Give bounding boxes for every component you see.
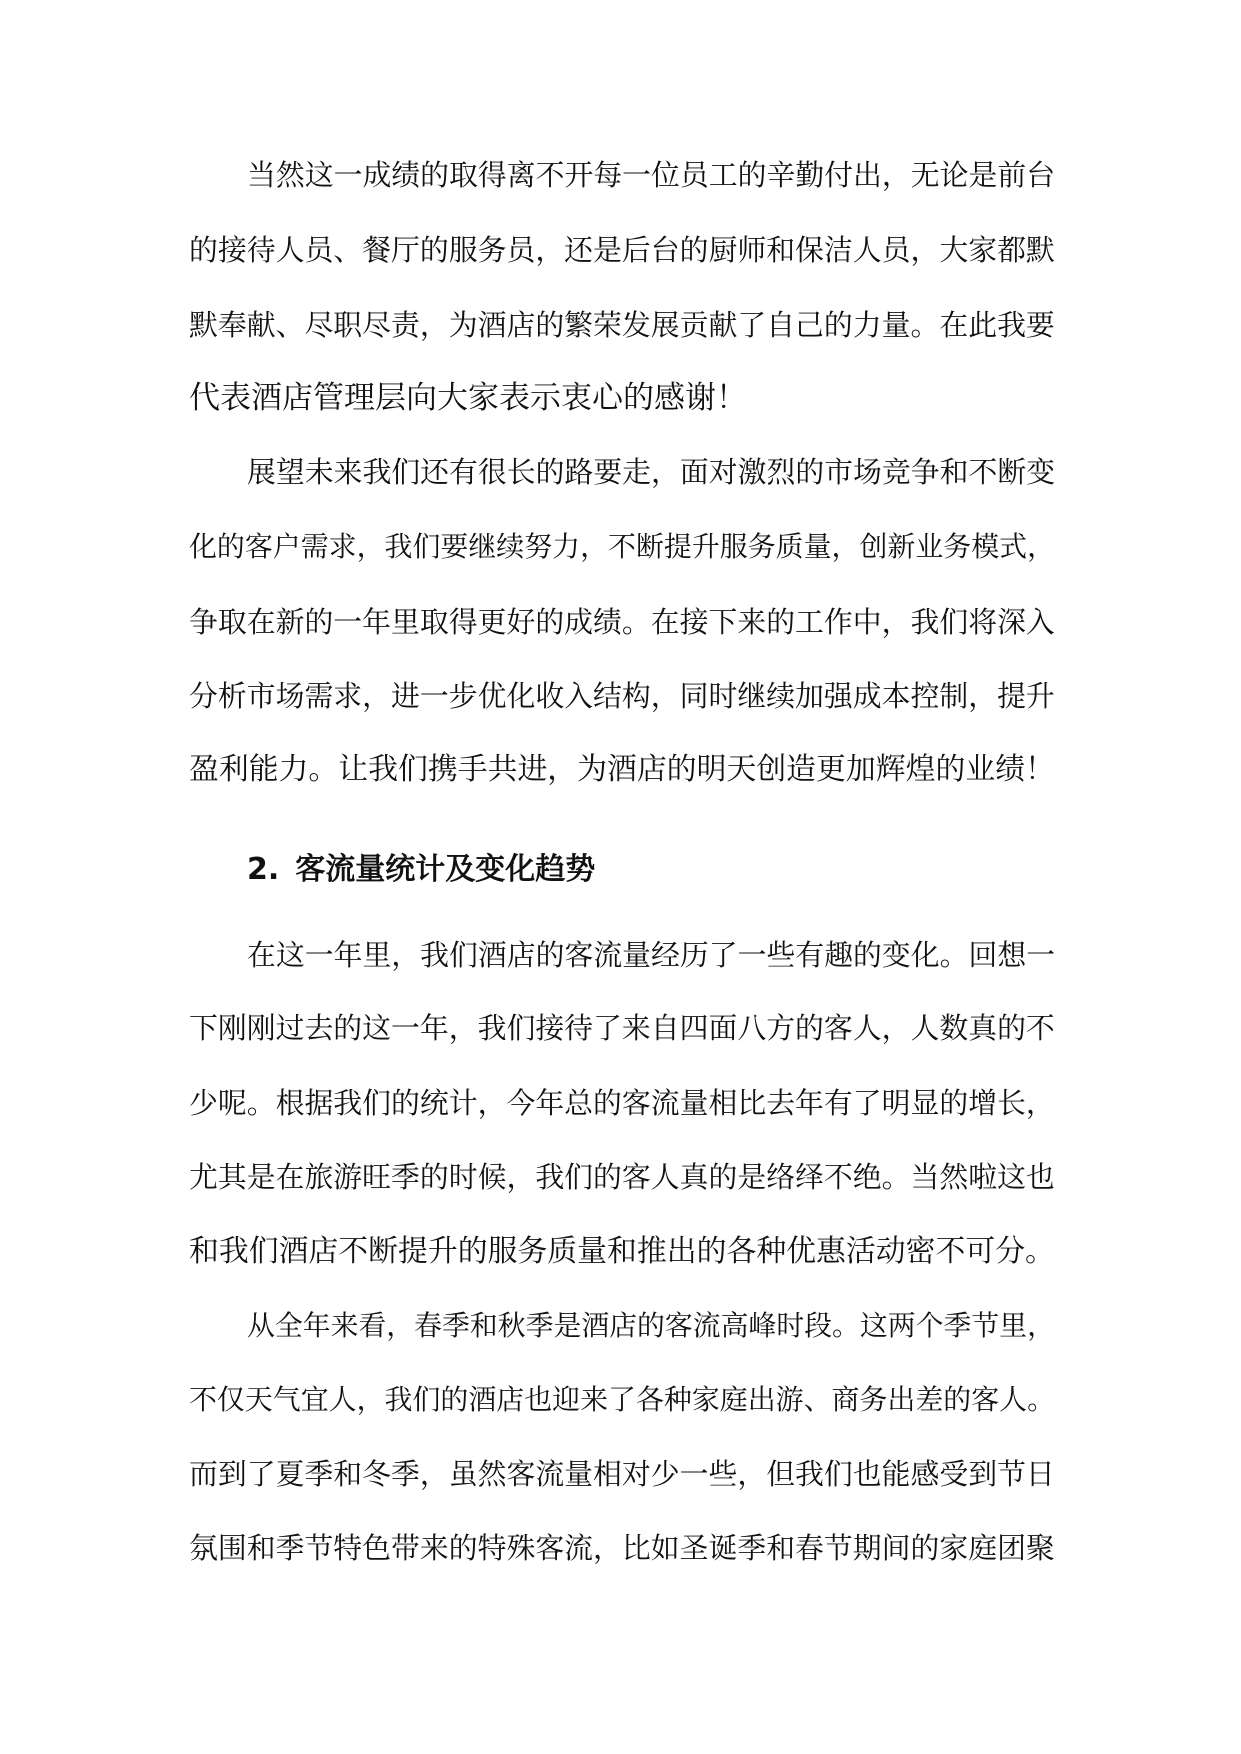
paragraph-3-line: 下刚刚过去的这一年，我们接待了来自四面八方的客人，人数真的不	[189, 1011, 1055, 1045]
paragraph-2-line: 争取在新的一年里取得更好的成绩。在接下来的工作中，我们将深入	[189, 605, 1055, 639]
paragraph-1-line: 默奉献、尽职尽责，为酒店的繁荣发展贡献了自己的力量。在此我要	[189, 308, 1055, 342]
paragraph-3-line: 少呢。根据我们的统计，今年总的客流量相比去年有了明显的增长，	[189, 1086, 1055, 1120]
section-title: 客流量统计及变化趋势	[295, 852, 596, 887]
paragraph-2-line: 盈利能力。让我们携手共进，为酒店的明天创造更加辉煌的业绩！	[189, 752, 1055, 787]
paragraph-1-line: 当然这一成绩的取得离不开每一位员工的辛勤付出，无论是前台	[247, 158, 1056, 192]
paragraph-3-line: 在这一年里，我们酒店的客流量经历了一些有趣的变化。回想一	[247, 938, 1056, 972]
paragraph-1-line: 的接待人员、餐厅的服务员，还是后台的厨师和保洁人员，大家都默	[189, 233, 1055, 267]
paragraph-4-line: 不仅天气宜人，我们的酒店也迎来了各种家庭出游、商务出差的客人。	[189, 1383, 1056, 1416]
paragraph-2-line: 分析市场需求，进一步优化收入结构，同时继续加强成本控制，提升	[189, 679, 1055, 713]
paragraph-4-line: 而到了夏季和冬季，虽然客流量相对少一些，但我们也能感受到节日	[189, 1457, 1055, 1491]
paragraph-4-line: 从全年来看，春季和秋季是酒店的客流高峰时段。这两个季节里，	[247, 1309, 1055, 1342]
paragraph-2-line: 展望未来我们还有很长的路要走，面对激烈的市场竞争和不断变	[247, 455, 1056, 489]
section-number: 2.	[247, 852, 280, 887]
paragraph-4-line: 氛围和季节特色带来的特殊客流，比如圣诞季和春节期间的家庭团聚	[189, 1531, 1055, 1565]
paragraph-3-line: 尤其是在旅游旺季的时候，我们的客人真的是络绎不绝。当然啦这也	[189, 1160, 1055, 1194]
paragraph-3-line: 和我们酒店不断提升的服务质量和推出的各种优惠活动密不可分。	[189, 1234, 1055, 1269]
paragraph-1-line: 代表酒店管理层向大家表示衷心的感谢！	[189, 380, 747, 416]
paragraph-2-line: 化的客户需求，我们要继续努力，不断提升服务质量，创新业务模式，	[189, 530, 1056, 563]
section-heading	[247, 850, 595, 890]
